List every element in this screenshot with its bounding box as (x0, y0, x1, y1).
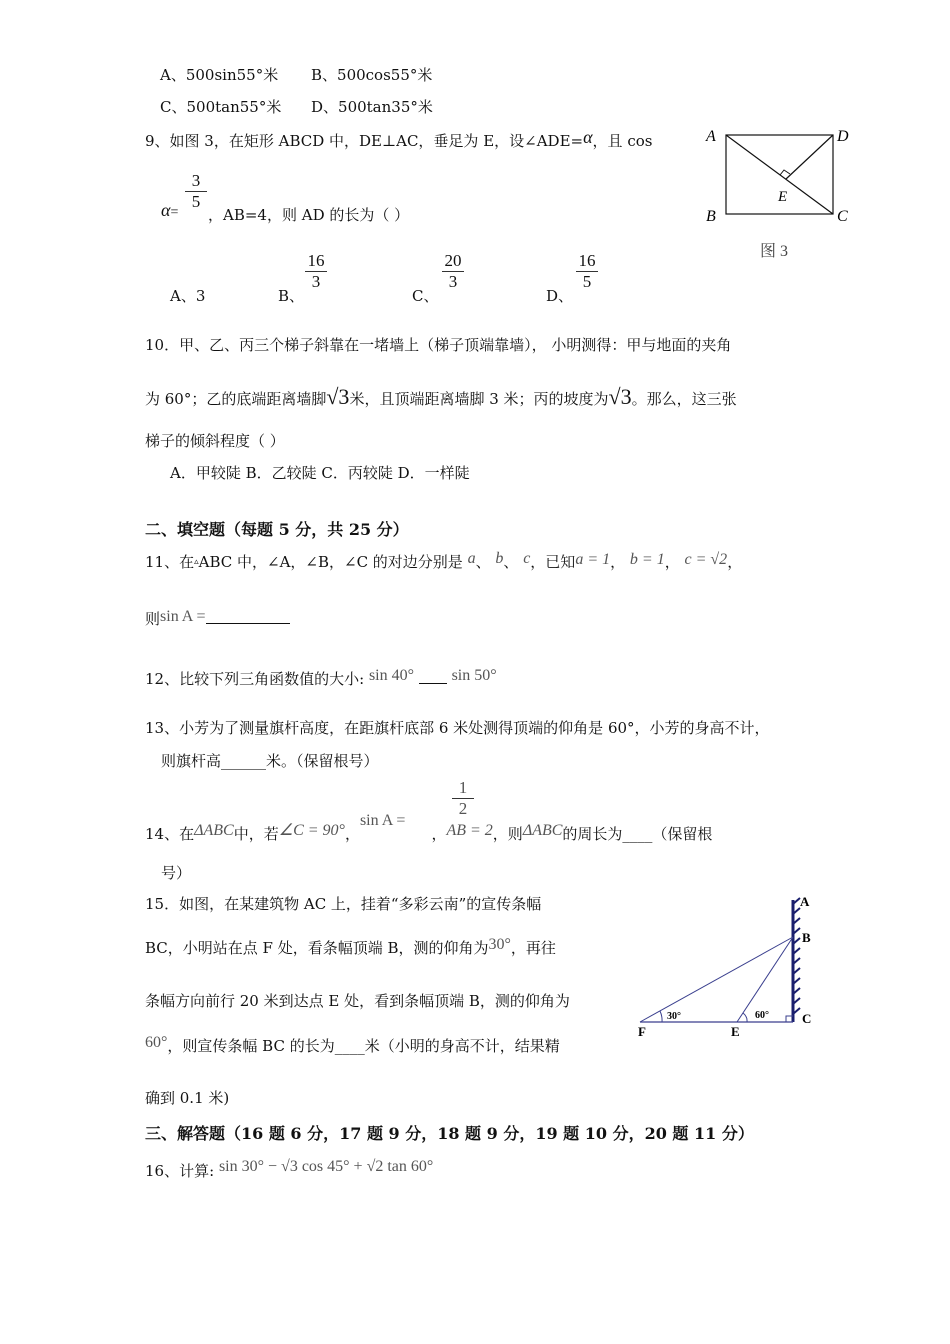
label-d: D (837, 128, 849, 145)
q9-cos: ，且 cos (592, 132, 653, 150)
section-2-title: 二、填空题（每题 5 分，共 25 分） (145, 520, 409, 539)
q11-eq-a: a = 1 (575, 551, 611, 568)
q11-eq-c: c = √2 (684, 551, 728, 568)
q11-eq-b: b = 1 (629, 551, 665, 568)
angle-arc-e (743, 1013, 747, 1022)
q11-answer-blank[interactable] (206, 609, 290, 624)
q9-stem (145, 127, 652, 151)
q9-option-b: B、 (278, 287, 305, 305)
q13-line1: 13、小芳为了测量旗杆高度，在距旗杆底部 6 米处测得顶端的仰角是 60°，小芳的身高不计， (145, 719, 770, 737)
q13-line2: 则旗杆高______米。（保留根号） (161, 752, 379, 770)
q14-comma2: ， (431, 825, 447, 843)
q9-option-c: C、 (412, 287, 439, 305)
sightline-fb (640, 937, 793, 1022)
q9-alpha-2-text: α (161, 200, 171, 220)
label-b: B (706, 208, 716, 225)
q9-option-d-den: 5 (582, 272, 592, 291)
q14-ab: AB = 2 (446, 822, 493, 839)
q9-option-c-frac (442, 252, 464, 291)
angle-arc-f (660, 1011, 662, 1022)
q11-known: ，已知 (530, 553, 576, 571)
q15-deg60: 60° (145, 1034, 168, 1051)
q10-line2c: 。那么，这三张 (631, 390, 737, 408)
q16-prefix: 16、计算: (145, 1162, 215, 1180)
q12-right: sin 50° (451, 667, 497, 684)
q9-fraction (185, 172, 207, 211)
q11-var-b: b (495, 550, 504, 567)
triangle-symbol: ▵ (194, 557, 199, 567)
q14-sin-a: sin A = (359, 812, 406, 829)
q14-mid2: ，则 (492, 825, 523, 843)
q11-then: 则 (145, 610, 161, 628)
q14-frac-den: 2 (458, 799, 468, 818)
q9-option-b-num: 16 (307, 251, 325, 270)
figure-3-caption: 图 3 (760, 243, 789, 260)
q12-line (145, 667, 497, 689)
q14-frac-num: 1 (458, 778, 468, 797)
angle-label-60: 60° (755, 1010, 769, 1021)
q11-rest: ABC 中，∠A，∠B，∠C 的对边分别是 (198, 553, 463, 571)
q15-line3: 条幅方向前行 20 米到达点 E 处，看到条幅顶端 B，测的仰角为 (145, 992, 570, 1010)
label-c: C (837, 208, 848, 225)
q14-angle: ∠C = 90° (278, 822, 345, 839)
q8-option-c: C、500tan55°米 (160, 98, 282, 116)
q11-line1 (145, 550, 742, 572)
angle-label-30: 30° (667, 1011, 681, 1022)
q12-answer-blank[interactable] (419, 669, 447, 684)
q9-option-c-den: 3 (448, 272, 458, 291)
q11-sin-a: sin A = (160, 608, 206, 625)
q15-deg30: 30° (488, 936, 511, 953)
q15-line4 (145, 1034, 560, 1056)
q8-option-b: B、500cos55°米 (311, 66, 433, 84)
q9-eq: = (170, 205, 179, 220)
section-3-title: 三、解答题（16 题 6 分，17 题 9 分，18 题 9 分，19 题 10 分，20 题 11 分） (145, 1124, 754, 1143)
q9-option-d: D、 (546, 287, 574, 305)
q10-sqrt3-a: √3 (326, 384, 350, 409)
q11-comma-3: ， (727, 553, 743, 571)
q9-option-b-frac (305, 252, 327, 291)
q10-line3: 梯子的倾斜程度（ ） (145, 432, 285, 450)
q11-comma-1: ， (610, 553, 626, 571)
q11-comma-2: ， (664, 553, 680, 571)
label-e: E (778, 189, 788, 205)
q12-left: sin 40° (368, 667, 415, 684)
q14-line2: 号） (161, 864, 192, 882)
q10-line1: 10．甲、乙、丙三个梯子斜靠在一堵墙上（梯子顶端靠墙）， 小明测得：甲与地面的夹角 (145, 336, 732, 354)
q15-line2a: BC，小明站在点 F 处，看条幅顶端 B，测的仰角为 (145, 939, 489, 957)
q10-options: A．甲较陡 B．乙较陡 C．丙较陡 D．一样陡 (170, 464, 470, 482)
q9-alpha: α (583, 127, 593, 147)
q11-var-c: c (523, 550, 531, 567)
q11-prefix: 11、在 (145, 553, 195, 571)
q9-option-c-num: 20 (444, 251, 462, 270)
q8-option-a: A、500sin55°米 (160, 66, 279, 84)
q16-expression: sin 30° − √3 cos 45° + √2 tan 60° (218, 1158, 434, 1175)
q15-line4-text: ，则宣传条幅 BC 的长为____米（小明的身高不计，结果精 (167, 1037, 560, 1055)
fig-label-a: A (800, 894, 810, 909)
q14-suffix: 的周长为____（保留根 (562, 825, 713, 843)
q15-line5: 确到 0.1 米) (145, 1089, 230, 1107)
fig-label-f: F (638, 1024, 646, 1039)
q11-var-a: a (467, 550, 476, 567)
fig-label-c: C (802, 1011, 812, 1026)
q10-line2a: 为 60°；乙的底端距离墙脚 (145, 390, 327, 408)
q11-line2 (145, 608, 290, 629)
q15-line2b: ，再往 (510, 939, 556, 957)
q14-triangle-2: ΔABC (522, 822, 563, 839)
q9-text-line1: 9、如图 3，在矩形 ABCD 中，DE⊥AC，垂足为 E，设∠ADE= (145, 132, 584, 150)
q9-option-a: A、3 (170, 287, 206, 305)
q9-alpha-2 (161, 200, 178, 221)
q9-frac-num: 3 (191, 171, 201, 190)
q9-line2: ，AB=4，则 AD 的长为（ ） (208, 206, 410, 224)
q14-line1 (145, 812, 712, 844)
q14-comma1: ， (344, 825, 360, 843)
right-angle-mark (780, 170, 790, 175)
q11-sep2: 、 (503, 553, 519, 571)
q9-option-d-num: 16 (578, 251, 596, 270)
q9-figure (700, 120, 860, 265)
label-a: A (706, 128, 716, 145)
q14-prefix: 14、在 (145, 825, 195, 843)
q9-option-d-frac (576, 252, 598, 291)
q12-text: 12、比较下列三角函数值的大小: (145, 670, 365, 688)
q15-line1: 15．如图，在某建筑物 AC 上，挂着“多彩云南”的宣传条幅 (145, 895, 542, 913)
q14-triangle-1: ΔABC (194, 822, 234, 839)
q9-option-b-den: 3 (311, 272, 321, 291)
q14-fraction (452, 779, 474, 818)
q10-sqrt3-b: √3 (608, 384, 632, 409)
q10-line2 (145, 384, 737, 410)
q9-frac-den: 5 (191, 192, 201, 211)
q15-figure (630, 892, 820, 1042)
q11-sep1: 、 (475, 553, 491, 571)
fig-label-b: B (802, 930, 811, 945)
q16-line (145, 1158, 433, 1181)
q14-mid1: 中，若 (233, 825, 279, 843)
q15-line2 (145, 936, 556, 958)
segment-de (786, 135, 833, 179)
fig-label-e: E (731, 1024, 740, 1039)
q8-option-d: D、500tan35°米 (311, 98, 433, 116)
q10-line2b: 米，且顶端距离墙脚 3 米；丙的坡度为 (349, 390, 609, 408)
